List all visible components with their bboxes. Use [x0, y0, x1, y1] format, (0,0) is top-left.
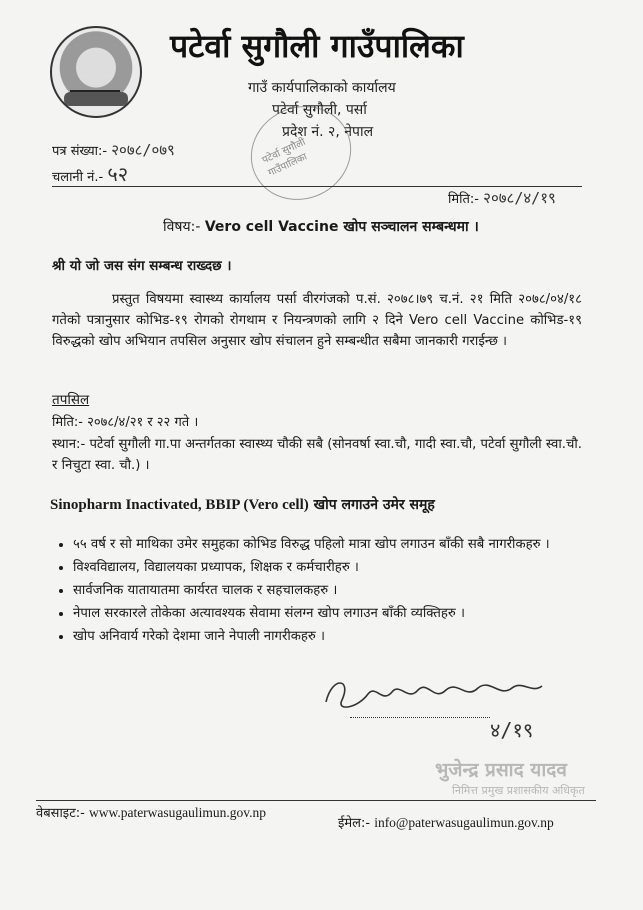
stamp-text: पटेर्वा सुगौली गाउँपालिका: [260, 136, 309, 180]
footer-email: [338, 813, 554, 831]
footer-rule: [36, 800, 596, 801]
office-location: पटेर्वा सुगौली, पर्सा: [272, 102, 367, 118]
mountain-icon: [70, 50, 120, 93]
website-link[interactable]: www.paterwasugaulimun.gov.np: [88, 805, 267, 820]
eligibility-list: [55, 534, 613, 649]
addressee: श्री यो जो जस संग सम्बन्ध राख्दछ ।: [52, 258, 232, 274]
age-group-heading-np: खोप लगाउने उमेर समूह: [313, 497, 435, 513]
body-paragraph: प्रस्तुत विषयमा स्वास्थ्य कार्यालय पर्सा वीरगंजको प.सं. २०७८।७९ च.नं. २१ मिति २०७८/०४/१८ गतेको पत्रानुसार कोभिड-१९ रोगको रोगथाम र नियन्त्रणको लागि २ दिने Vero cell Vaccine कोभिड-१९ विरुद्धको खोप अभियान तपसिल अनुसार खोप संचालन हुने सम्बन्धीत सबैमा जानकारी गराईन्छ ।: [52, 292, 582, 349]
letter-number-value: २०७८/०७९: [111, 141, 175, 159]
subject-label: विषय:-: [163, 219, 201, 235]
list-item: • नेपाल सरकारले तोकेका अत्यावश्यक सेवामा संलग्न खोप लगाउन बाँकी व्यक्तिहरु ।: [73, 603, 613, 625]
email-label: ईमेल:-: [338, 816, 371, 831]
list-item: • सार्वजनिक यातायातमा कार्यरत चालक र सहचालकहरु ।: [73, 580, 613, 602]
emblem-band: [64, 92, 128, 106]
municipality-emblem: [50, 26, 142, 118]
letter-date-label: मिति:-: [448, 192, 479, 207]
subject-line: [163, 217, 479, 236]
email-link[interactable]: info@paterwasugaulimun.gov.np: [374, 815, 554, 830]
schedule-place-value: पटेर्वा सुगौली गा.पा अन्तर्गतका स्वास्थ्य चौकी सबै (सोनवर्षा स्वा.चौ, गादी स्वा.चौ, पटेर्वा सुगौली स्वा.चौ. र निचुटा स्वा. चौ.) ।: [52, 437, 582, 473]
list-item: • खोप अनिवार्य गरेको देशमा जाने नेपाली नागरीकहरु ।: [73, 626, 613, 648]
dispatch-number: [52, 160, 128, 187]
schedule-heading: तपसिल: [52, 392, 90, 408]
office-province: प्रदेश नं. २, नेपाल: [282, 124, 374, 140]
dispatch-number-value: ५२: [107, 162, 129, 186]
sign-date: ४/१९: [490, 718, 534, 742]
website-label: वेबसाइट:-: [36, 806, 85, 821]
dispatch-number-label: चलानी नं.-: [52, 170, 104, 185]
letter-date-value: २०७८/४/१९: [483, 189, 556, 207]
signatory-name: भुजेन्द्र प्रसाद यादव: [435, 759, 567, 781]
letter-number-label: पत्र संख्या:-: [52, 144, 108, 159]
list-item: • ५५ वर्ष र सो माथिका उमेर समुहका कोभिड विरुद्ध पहिलो मात्रा खोप लगाउन बाँकी सबै नागरीकहरु ।: [73, 534, 613, 556]
office-name: गाउँ कार्यपालिकाको कार्यालय: [248, 80, 396, 96]
schedule-place-label: स्थान:-: [52, 437, 86, 452]
signature: [318, 672, 548, 718]
subject-text: Vero cell Vaccine खोप सञ्चालन सम्बन्धमा ।: [204, 219, 479, 235]
schedule-place: [52, 434, 582, 476]
letter-number: [52, 140, 175, 160]
schedule-date: [52, 412, 198, 430]
schedule-date-value: २०७८/४/२१ र २२ गते ।: [87, 415, 199, 430]
list-item: • विश्वविद्यालय, विद्यालयका प्रध्यापक, शिक्षक र कर्मचारीहरु ।: [73, 557, 613, 579]
schedule-date-label: मिति:-: [52, 415, 83, 430]
header-rule: [52, 186, 582, 187]
letter-date: [448, 188, 556, 208]
footer-website: [36, 803, 266, 821]
signatory-title: निमित्त प्रमुख प्रशासकीय अधिकृत: [452, 784, 585, 797]
signature-line: [350, 717, 490, 718]
age-group-heading-en: Sinopharm Inactivated, BBIP (Vero cell): [50, 497, 309, 513]
age-group-heading: [50, 495, 435, 514]
municipality-title: पटेर्वा सुगौली गाउँपालिका: [170, 27, 464, 65]
